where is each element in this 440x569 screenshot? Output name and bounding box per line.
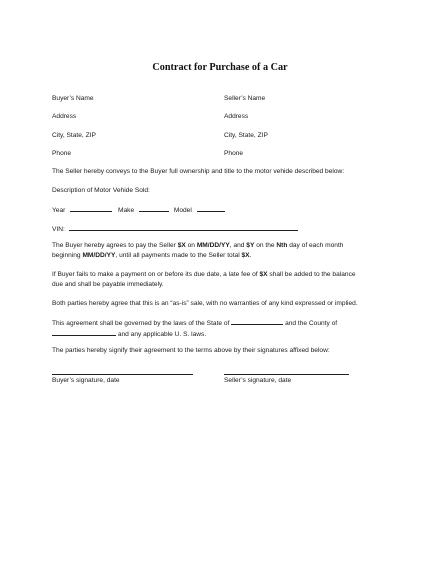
buyer-signature-label: Buyer’s signature, date xyxy=(52,377,120,384)
buyer-name-label: Buyer’s Name xyxy=(52,95,94,102)
model-blank[interactable] xyxy=(197,205,225,212)
vehicle-year-make-model-row xyxy=(52,205,225,216)
governing-law-line-1 xyxy=(52,318,337,329)
buyer-address-label: Address xyxy=(52,113,77,120)
county-blank[interactable] xyxy=(52,329,116,336)
payment-total: $X xyxy=(241,252,250,259)
late-fee-line-2: due and shall be payable immediately. xyxy=(52,281,164,288)
payment-clause-line-1 xyxy=(52,242,343,251)
seller-address-label: Address xyxy=(224,113,249,120)
seller-signature-label: Seller’s signature, date xyxy=(224,377,292,384)
buyer-city-label: City, State, ZIP xyxy=(52,132,96,139)
payment-text: day of each month xyxy=(287,242,344,249)
late-fee-amount: $X xyxy=(259,271,268,278)
governing-law-text: and any applicable U. S. laws. xyxy=(116,331,207,338)
payment-text: on the xyxy=(254,242,277,249)
vin-row xyxy=(52,224,298,235)
governing-law-line-2 xyxy=(52,329,206,340)
late-fee-line-1 xyxy=(52,271,356,280)
late-fee-text: If Buyer fails to make a payment on or before its due date, a late fee of xyxy=(52,271,260,278)
signify-clause: The parties hereby signify their agreement to the terms above by their signatures affixed below: xyxy=(52,347,330,354)
conveyance-clause: The Seller hereby conveys to the Buyer full ownership and title to the motor vehide described below: xyxy=(52,168,345,175)
seller-signature-line[interactable] xyxy=(224,374,349,375)
late-fee-text: shall be added to the balance xyxy=(267,271,356,278)
as-is-clause: Both parties hereby agree that this is an “as-is” sale, with no warranties of any kind expressed or implied. xyxy=(52,300,358,307)
payment-text: beginning xyxy=(52,252,83,259)
payment-clause-line-2 xyxy=(52,252,251,261)
governing-law-text: and the County of xyxy=(283,320,338,327)
year-label: Year xyxy=(52,207,66,214)
year-blank[interactable] xyxy=(70,205,112,212)
payment-amount-y: $Y xyxy=(246,242,255,249)
payment-text: . xyxy=(249,252,252,259)
payment-begin-date: MM/DD/YY xyxy=(82,252,116,259)
document-title: Contract for Purchase of a Car xyxy=(152,62,288,73)
payment-text: , and xyxy=(229,242,247,249)
state-blank[interactable] xyxy=(231,318,283,325)
payment-day-nth: Nth xyxy=(276,242,288,249)
buyer-signature-line[interactable] xyxy=(52,374,193,375)
payment-start-date: MM/DD/YY xyxy=(196,242,230,249)
payment-text: The Buyer hereby agrees to pay the Seller xyxy=(52,242,178,249)
seller-phone-label: Phone xyxy=(224,150,244,157)
make-blank[interactable] xyxy=(139,205,169,212)
model-label: Model xyxy=(173,207,192,214)
payment-text: , until all payments made to the Seller total xyxy=(115,252,242,259)
payment-text: on xyxy=(185,242,197,249)
vehicle-description-heading: Description of Motor Vehide Sold: xyxy=(52,187,150,194)
seller-city-label: City, State, ZIP xyxy=(224,132,268,139)
vin-blank[interactable] xyxy=(69,224,298,231)
make-label: Make xyxy=(118,207,135,214)
payment-amount-x: $X xyxy=(177,242,186,249)
vin-label: VIN: xyxy=(52,226,65,233)
governing-law-text: This agreement shall be governed by the laws of the State of xyxy=(52,320,232,327)
buyer-phone-label: Phone xyxy=(52,150,72,157)
seller-name-label: Seller’s Name xyxy=(224,95,266,102)
